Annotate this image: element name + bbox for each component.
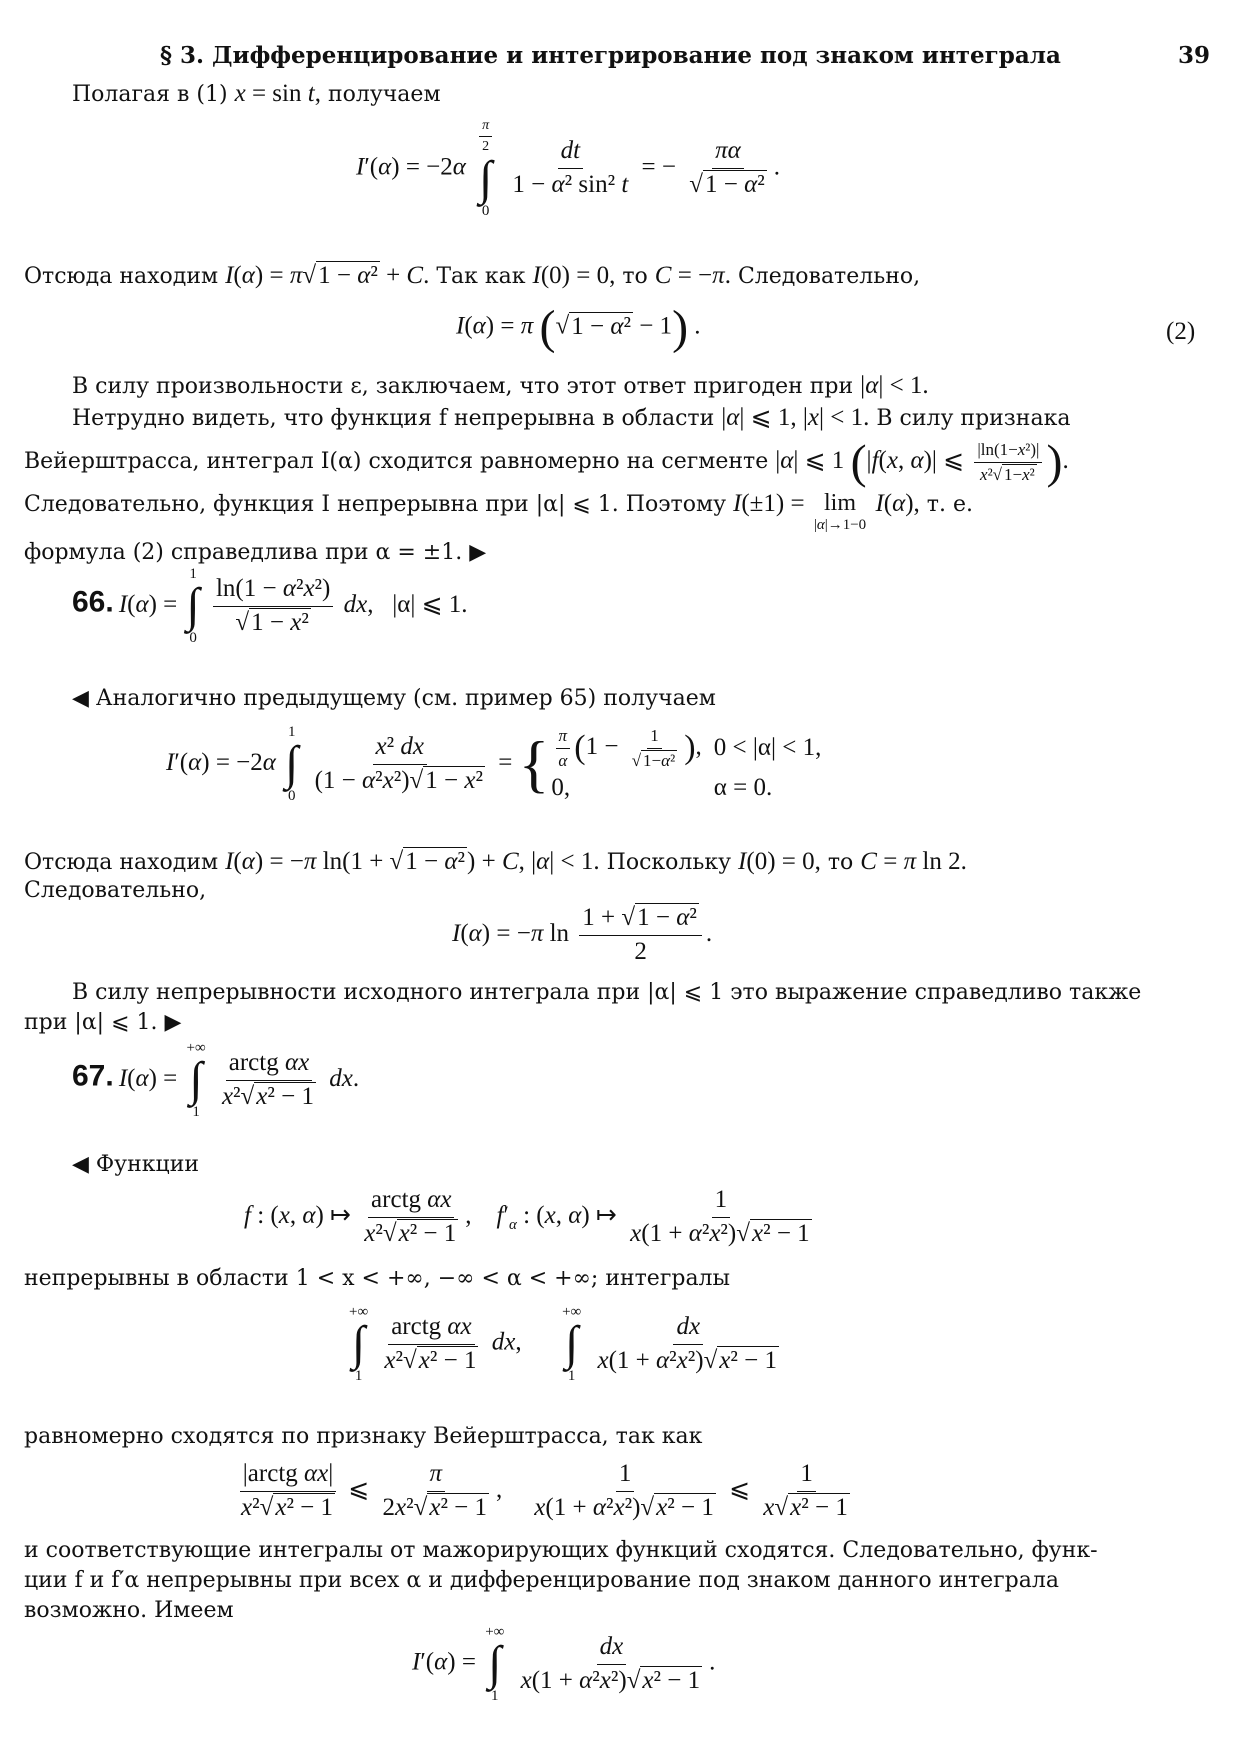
paragraph-line: непрерывны в области 1 < x < +∞, −∞ < α < +∞; интегралы [24,1266,731,1291]
paragraph-line: Следовательно, [24,878,207,903]
paragraph-line: Следовательно, функция I непрерывна при |α| ⩽ 1. Поэтому I(±1) = lim |α|→1−0 I(α), т. е. [24,490,973,533]
example-number: 66. [72,585,114,619]
paragraph-line: ◀ Аналогично предыдущему (см. пример 65) получаем [72,686,716,711]
paragraph-line: при |α| ⩽ 1. ▶ [24,1010,182,1035]
qed-marker: ▶ [469,540,487,565]
paragraph-line: равномерно сходятся по признаку Вейерштрасса, так как [24,1424,703,1449]
equation-inequalities: $\frac{\text{|arctg αx|}}{\text{x²√x² − 1}}$ ⩽ $\frac{\pi}{\text{2x²√x² − 1}}$ , $\frac{1}{\text{x(1 + α²x²)√x² − 1}}$ ⩽ $\frac{1}{\text{x√x² − 1}}$ [241,1460,848,1521]
equation-cases: I′(α) = −2α 1 ∫ 0 $\frac{\text{x² dx}}{\text{(1 − α²x²)√1 − x²}}$ = { $\frac{\pi}{\alpha}$ (1 − $\frac{1}{\text{√ 1−α²}}$ ), 0 < |α| < 1, 0, α = 0. [166,724,822,805]
paragraph-line: Полагая в (1) x = sin t, получаем [72,80,441,107]
paragraph-line: и соответствующие интегралы от мажорирующих функций сходятся. Следовательно, функ- [24,1538,1098,1563]
running-header: § 3. Дифференцирование и интегрирование под знаком интеграла [160,42,1061,69]
paragraph-line: ции f и f′α непрерывны при всех α и дифференцирование под знаком данного интеграла [24,1568,1059,1593]
start-marker: ◀ [72,1152,89,1177]
example-67: 67. I(α) = +∞ ∫ 1 $\frac{\text{arctg αx}}{\text{x²√x² − 1}}$ dx. [72,1040,360,1120]
paragraph-line: Отсюда находим I(α) = π√1 − α² + C. Так как I(0) = 0, то C = −π. Следовательно, [24,262,921,289]
start-marker: ◀ [72,686,89,711]
paragraph-line: ◀ Функции [72,1152,200,1177]
equation-derivative: I′(α) = −2α $\frac{\pi}{2}$ ∫ 0 $\frac{dt}{\text{1 − α² sin² t}}$ = − $\frac{\pi\alpha}{\text{√1 − α²}}$ . [356,118,780,220]
paragraph-line: В силу произвольности ε, заключаем, что этот ответ пригоден при |α| < 1. [72,372,929,399]
page-number: 39 [1178,42,1211,69]
equation-integrals: +∞ ∫ 1 $\frac{\text{arctg αx}}{\text{x²√x² − 1}}$ dx, +∞ ∫ 1 $\frac{dx}{\text{x(1 + α²x²)√x² − 1}}$ [349,1304,778,1384]
paragraph-line: Отсюда находим I(α) = −π ln(1 + √1 − α²) + C, |α| < 1. Поскольку I(0) = 0, то C = π ln 2. [24,848,967,875]
equation-number: (2) [1166,318,1196,345]
equation-log: I(α) = −π ln $\frac{\text{1 + √1 − α²}}{2}$ . [452,904,713,965]
paragraph-line: В силу непрерывности исходного интеграла при |α| ⩽ 1 это выражение справедливо также [72,980,1142,1005]
equation-final: I′(α) = +∞ ∫ 1 $\frac{dx}{\text{x(1 + α²x²)√x² − 1}}$ . [412,1624,716,1704]
paragraph-line: Нетрудно видеть, что функция f непрерывна в области |α| ⩽ 1, |x| < 1. В силу признака [72,404,1071,431]
equation-functions: f : (x, α) ↦ $\frac{\text{arctg αx}}{\text{x²√x² − 1}}$ , $f'_\alpha$ : (x, α) ↦ $\frac{1}{\text{x(1 + α²x²)√x² − 1}}$ [244,1186,810,1247]
equation-2: I(α) = π (√1 − α² − 1) . [456,301,701,354]
paragraph-line: формула (2) справедлива при α = ±1. ▶ [24,540,487,565]
qed-marker: ▶ [164,1010,182,1035]
example-66: 66. I(α) = 1 ∫ 0 $\frac{\text{ln(1 − α²x²)}}{\text{√1 − x²}}$ dx, |α| ⩽ 1. [72,566,468,646]
paragraph-line: Вейерштрасса, интеграл I(α) сходится равномерно на сегменте |α| ⩽ 1 (|f(x, α)| ⩽ $\frac{\text{|ln(1−x²)|}}{\text{x²√ 1−x²}}$ ). [24,435,1069,489]
paragraph-line: возможно. Имеем [24,1598,234,1623]
example-number: 67. [72,1059,114,1093]
